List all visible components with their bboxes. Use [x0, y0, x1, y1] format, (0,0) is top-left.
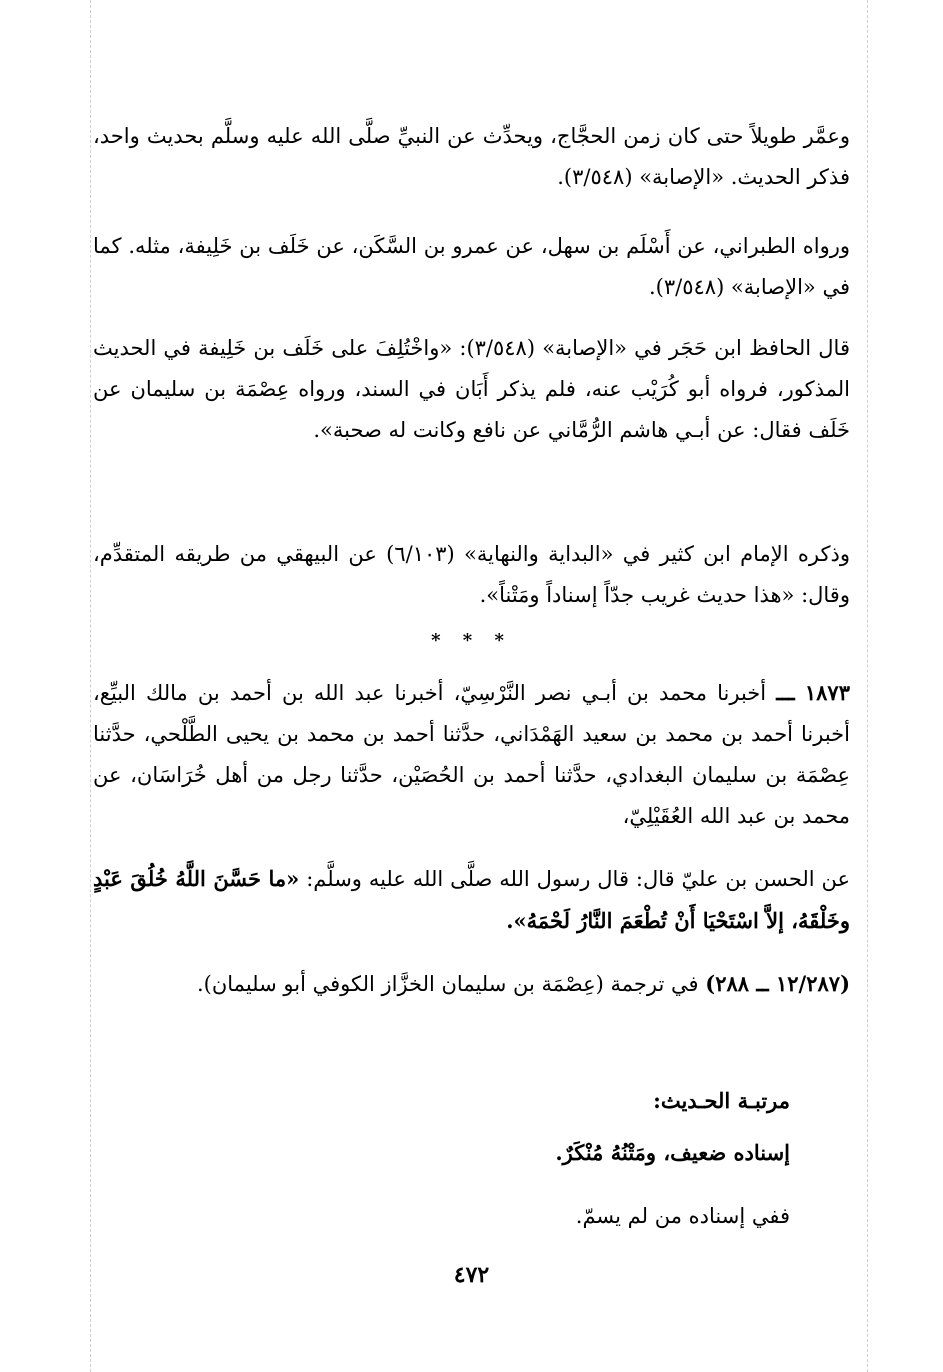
hadith-number: ١٨٧٣ — [804, 680, 850, 705]
grading-line-1: إسناده ضعيف، ومَتْنُهُ مُنْكَرٌ. — [555, 1140, 790, 1165]
paragraph-4: وذكره الإمام ابن كثير في «البداية والنهاية» (٦/١٠٣) عن البيهقي من طريقه المتقدِّم، وقال: «هذا حديث غريب جدّاً إسناداً ومَتْناً». — [93, 542, 850, 607]
hadith-intro: عن الحسن بن عليّ قال: قال رسول الله صلَّى الله عليه وسلَّم: — [306, 867, 850, 891]
paragraph-3: قال الحافظ ابن حَجَر في «الإصابة» (٣/٥٤٨): «واخْتُلِفَ على خَلَف بن خَلِيفة في الحديث المذكور، فرواه أبو كُرَيْب عنه، فلم يذكر أَبَان في السند، ورواه عِصْمَة بن سليمان عن خَلَف فقال: عن أبـي هاشم الرُّمَّاني عن نافع وكانت له صحبة». — [93, 336, 850, 442]
scan-edge-left — [90, 0, 91, 1372]
page-number: ٤٧٢ — [453, 1262, 490, 1288]
grading-title: مرتبـة الحـديث: — [653, 1088, 790, 1113]
hadith-chain — [93, 672, 850, 837]
paragraph-2: ورواه الطبراني، عن أَسْلَم بن سهل، عن عمرو بن السَّكَن، عن خَلَف بن خَلِيفة، مثله. كما في «الإصابة» (٣/٥٤٨). — [93, 234, 850, 299]
hadith-reference — [93, 963, 850, 1005]
hadith-quote: «ما حَسَّنَ اللَّهُ خُلُقَ عَبْدٍ وخَلْقَهُ، إلاَّ اسْتَحْيَا أَنْ تُطْعَمَ النَّارُ لَحْمَهُ». — [93, 866, 850, 933]
hadith-text — [93, 858, 850, 942]
reference-text: في ترجمة (عِصْمَة بن سليمان الخزَّاز الكوفي أبو سليمان). — [196, 972, 699, 996]
scan-edge-right — [867, 0, 868, 1372]
grading-line-2: ففي إسناده من لم يسمّ. — [575, 1204, 790, 1228]
hadith-dash: ـــ — [776, 680, 795, 705]
paragraph-1: وعمَّر طويلاً حتى كان زمن الحجَّاج، ويحدِّث عن النبيِّ صلَّى الله عليه وسلَّم بحديث واحد، فذكر الحديث. «الإصابة» (٣/٥٤٨). — [93, 124, 850, 189]
reference-number: (١٢/٢٨٧ ــ ٢٨٨) — [705, 971, 850, 996]
hadith-chain-text: أخبرنا محمد بن أبـي نصر النَّرْسِيّ، أخبرنا عبد الله بن أحمد بن مالك البيِّع، أخبرنا أحمد بن محمد بن سعيد الهَمْدَاني، حدَّثنا أحمد بن محمد بن يحيى الطَّلْحي، حدَّثنا عِصْمَة بن سليمان البغدادي، حدَّثنا أحمد بن الحُصَيْن، حدَّثنا رجل من أهل خُرَاسَان، عن محمد بن عبد الله العُقَيْلِيّ، — [93, 681, 850, 828]
section-separator: * * * — [431, 630, 512, 651]
